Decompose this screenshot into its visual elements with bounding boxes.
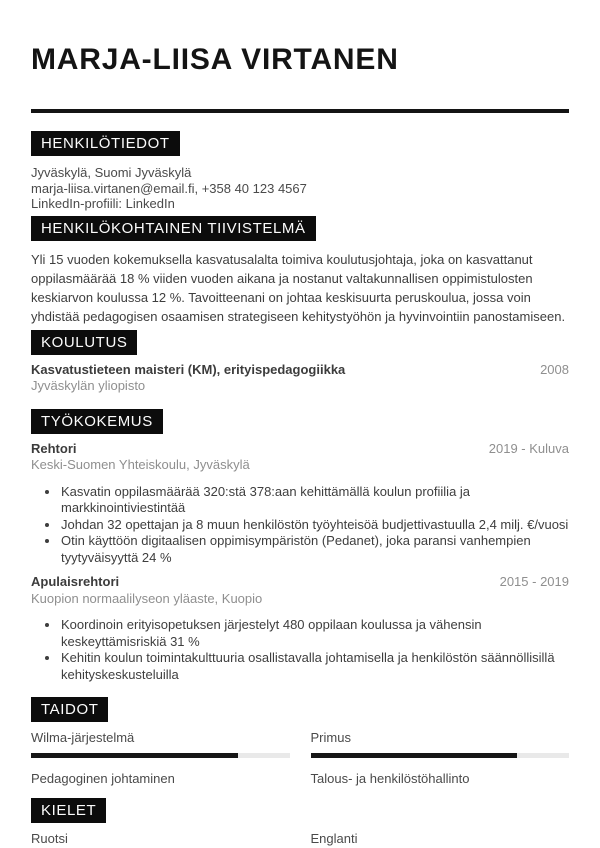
education-period: 2008	[540, 361, 569, 377]
job-bullet: • Johdan 32 opettajan ja 8 muun henkilöstön työyhteisöä budjettivastuulla 2,4 milj. €/vuosi	[60, 517, 569, 534]
section-heading-education: KOULUTUS	[31, 330, 137, 355]
contact-location: Jyväskylä, Suomi Jyväskylä	[31, 165, 192, 180]
contact-block	[31, 165, 569, 212]
skill-label: Primus	[310, 730, 351, 745]
skill-item	[31, 772, 290, 786]
job-period: 2015 - 2019	[499, 574, 569, 589]
job-role: Rehtori	[31, 440, 77, 456]
skill-level-bar	[311, 753, 570, 758]
skill-level-bar	[31, 753, 290, 758]
education-degree: Kasvatustieteen maisteri (KM), erityispedagogiikka	[31, 361, 346, 377]
language-label: Ruotsi	[31, 831, 68, 846]
contact-linkedin: LinkedIn-profiili: LinkedIn	[31, 196, 175, 211]
job-bullet: • Otin käyttöön digitaalisen oppimisympäristön (Pedanet), joka paransi vanhempien tyytyväisyyttä 24 %	[60, 533, 569, 566]
skill-level-fill	[31, 753, 238, 758]
skill-label: Wilma-järjestelmä	[31, 730, 135, 745]
skill-item	[311, 731, 570, 758]
section-summary	[31, 212, 569, 326]
experience-entry	[31, 442, 569, 567]
languages-grid	[31, 832, 569, 848]
skill-item	[311, 772, 570, 786]
job-role: Apulaisrehtori	[31, 574, 120, 589]
language-label: Englanti	[310, 831, 358, 846]
skill-level-fill	[311, 753, 518, 758]
job-organization: Keski-Suomen Yhteiskoulu, Jyväskylä	[31, 457, 250, 472]
job-bullets	[31, 617, 569, 683]
job-bullet: • Kehitin koulun toimintakulttuuria osallistavalla johtamisella ja henkilöstön säännöllisillä kehityskeskusteluilla	[60, 650, 569, 683]
summary-text: Yli 15 vuoden kokemuksella kasvatusalalta toimiva koulutusjohtaja, joka on kasvattanut oppilasmäärää 18 % viiden vuoden aikana ja nostanut valtakunnallisen oppimistulosten keskiarvon koulussa 12 %. Tavoitteenani on johtaa keskisuurta peruskoulua, jossa voin yhdistää pedagogisen osaamisen strategiseen kehitystyöhön ja hyvinvointiin panostamiseen.	[31, 251, 566, 324]
skill-label: Talous- ja henkilöstöhallinto	[310, 770, 470, 786]
skill-item	[31, 731, 290, 758]
section-experience	[31, 393, 569, 684]
section-skills	[31, 683, 569, 785]
education-institution: Jyväskylän yliopisto	[31, 378, 146, 393]
section-heading-personal-info: HENKILÖTIEDOT	[31, 131, 180, 156]
language-item	[311, 832, 570, 848]
job-organization: Kuopion normaalilyseon yläaste, Kuopio	[31, 590, 263, 606]
language-item	[31, 832, 290, 848]
section-heading-skills: TAIDOT	[31, 697, 108, 722]
section-languages	[31, 785, 569, 848]
section-heading-experience: TYÖKOKEMUS	[31, 409, 163, 434]
page-title: MARJA-LIISA VIRTANEN	[31, 43, 399, 76]
job-period: 2019 - Kuluva	[488, 440, 569, 456]
job-bullet: • Kasvatin oppilasmäärää 320:stä 378:aan kehittämällä koulun profiilia ja markkinointiviestintää	[60, 484, 569, 517]
skill-label: Pedagoginen johtaminen	[31, 770, 175, 786]
job-bullet: • Koordinoin erityisopetuksen järjestelyt 480 oppilaan koulussa ja vähensin keskeyttämisriskiä 31 %	[60, 617, 569, 650]
education-entry	[31, 363, 569, 377]
section-heading-languages: KIELET	[31, 798, 106, 823]
section-heading-summary: HENKILÖKOHTAINEN TIIVISTELMÄ	[31, 216, 316, 241]
section-personal-info	[31, 113, 569, 212]
skills-grid	[31, 731, 569, 785]
section-education	[31, 326, 569, 393]
job-bullets	[31, 484, 569, 567]
experience-entry	[31, 575, 569, 683]
contact-email-phone: marja-liisa.virtanen@email.fi, +358 40 123 4567	[31, 180, 307, 196]
